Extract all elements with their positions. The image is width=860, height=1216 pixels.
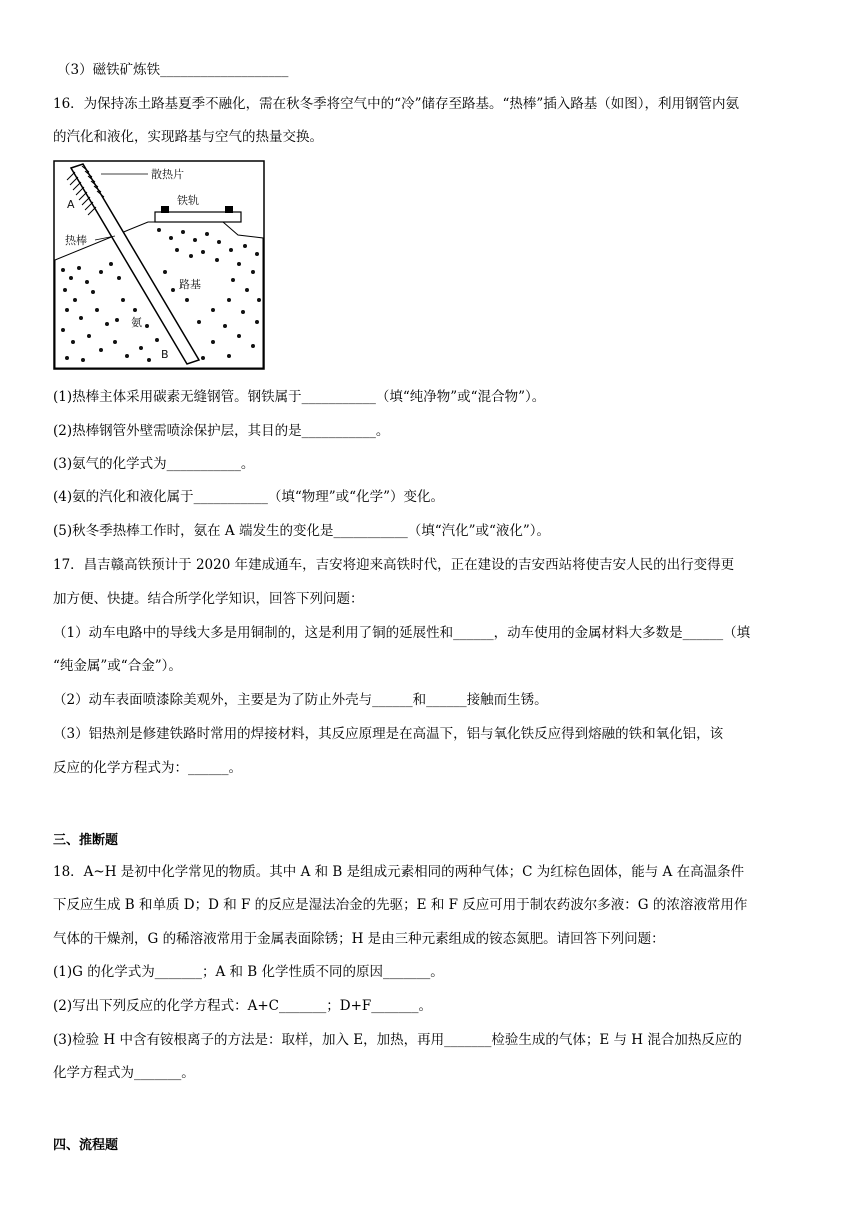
rail-right [225, 206, 233, 213]
label-rod: 热棒 [65, 234, 87, 247]
label-A: A [67, 198, 75, 211]
q17-3-line1: （3）铝热剂是修建铁路时常用的焊接材料，其反应原理是在高温下，铝与氧化铁反应得到熔融的铁和氧化铝，该 [53, 726, 724, 742]
q18-2: (2)写出下列反应的化学方程式：A+C_______；D+F_______。 [53, 998, 433, 1014]
q17-2: （2）动车表面喷漆除美观外，主要是为了防止外壳与______和______接触而生锈。 [53, 692, 548, 708]
label-roadbed: 路基 [179, 278, 201, 291]
q17-stem-line2: 加方便、快捷。结合所学化学知识，回答下列问题： [53, 591, 364, 607]
q16-1: (1)热棒主体采用碳素无缝钢管。钢铁属于___________（填“纯净物”或“混合物”）。 [53, 389, 546, 405]
q18-3-line2: 化学方程式为_______。 [53, 1065, 195, 1081]
label-rail: 铁轨 [177, 194, 199, 207]
label-B: B [161, 348, 169, 361]
section-heading-inference: 三、推断题 [53, 833, 119, 848]
q16-stem-line1: 16．为保持冻土路基夏季不融化，需在秋冬季将空气中的“冷”储存至路基。“热棒”插入路基（如图），利用钢管内氨 [53, 96, 740, 112]
q18-stem-line3: 气体的干燥剂，G 的稀溶液常用于金属表面除锈；H 是由三种元素组成的铵态氮肥。请回答下列问题： [53, 931, 665, 947]
q16-2: (2)热棒钢管外壁需喷涂保护层，其目的是___________。 [53, 423, 390, 439]
q16-stem-line2: 的汽化和液化，实现路基与空气的热量交换。 [53, 129, 323, 145]
rail-base [155, 212, 241, 222]
label-fins: 散热片 [151, 168, 184, 181]
label-ammonia: 氨 [131, 316, 142, 329]
q16-4: (4)氨的汽化和液化属于___________（填“物理”或“化学”）变化。 [53, 489, 444, 505]
q16-3: (3)氨气的化学式为___________。 [53, 456, 255, 472]
q18-stem-line2: 下反应生成 B 和单质 D；D 和 F 的反应是湿法冶金的先驱；E 和 F 反应可用于制农药波尔多液：G 的浓溶液常用作 [53, 897, 748, 913]
rail-left [161, 206, 169, 213]
q17-3-line2: 反应的化学方程式为：______。 [53, 760, 242, 776]
q18-1: (1)G 的化学式为_______；A 和 B 化学性质不同的原因_______。 [53, 964, 444, 980]
section-heading-process: 四、流程题 [53, 1138, 119, 1153]
q17-1-line2: “纯金属”或“合金”）。 [53, 658, 182, 674]
q17-stem-line1: 17．昌吉赣高铁预计于 2020 年建成通车，吉安将迎来高铁时代，正在建设的吉安西站将使吉安人民的出行变得更 [53, 557, 735, 573]
heat-rod-figure [53, 160, 265, 370]
q16-5: (5)秋冬季热棒工作时，氨在 A 端发生的变化是___________（填“汽化”或“液化”）。 [53, 523, 551, 539]
q18-3-line1: (3)检验 H 中含有铵根离子的方法是：取样，加入 E，加热，再用_______检验生成的气体；E 与 H 混合加热反应的 [53, 1032, 742, 1048]
line-q15-3: （3）磁铁矿炼铁___________________ [57, 62, 289, 78]
q18-stem-line1: 18．A~H 是初中化学常见的物质。其中 A 和 B 是组成元素相同的两种气体；C 为红棕色固体，能与 A 在高温条件 [53, 864, 745, 880]
q17-1-line1: （1）动车电路中的导线大多是用铜制的，这是利用了铜的延展性和______，动车使用的金属材料大多数是______（填 [53, 625, 751, 641]
